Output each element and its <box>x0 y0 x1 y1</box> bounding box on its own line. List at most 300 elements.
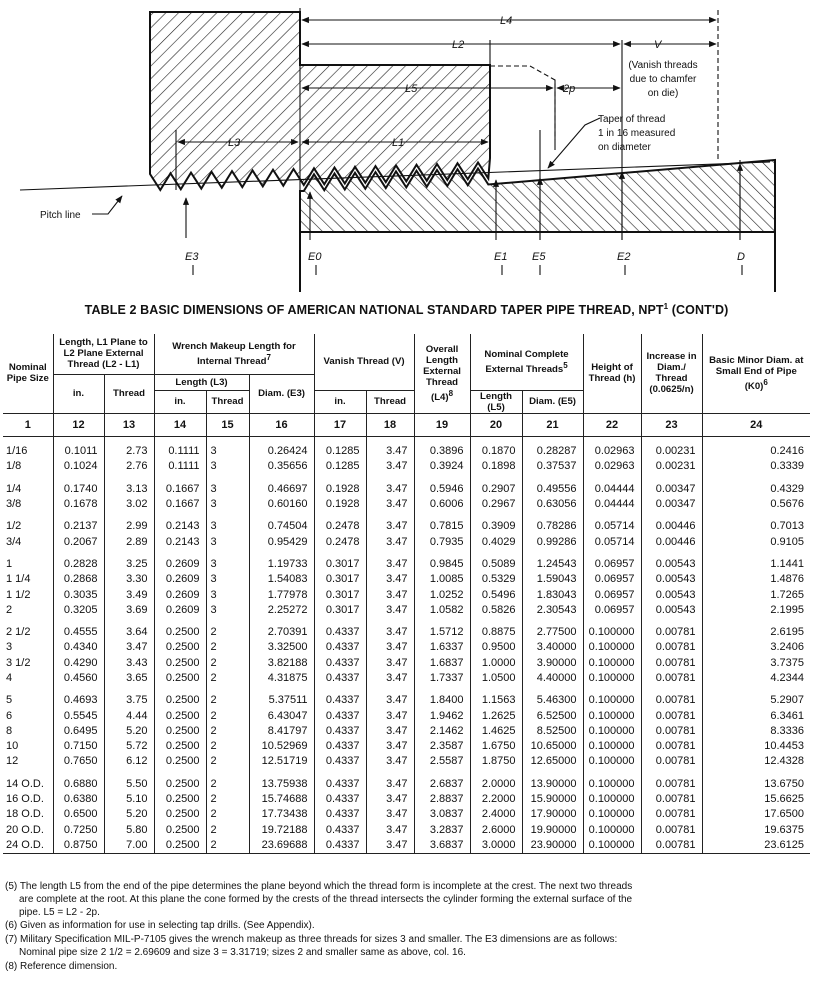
table-cell: 0.6495 <box>53 723 104 738</box>
nominal-size-cell: 16 O.D. <box>3 791 53 806</box>
spacer-cell <box>702 769 810 776</box>
table-cell: 4.44 <box>104 708 154 723</box>
table-cell: 0.4337 <box>314 822 366 837</box>
table-cell: 3.47 <box>366 572 414 587</box>
spacer-cell <box>53 436 104 444</box>
table-cell: 1.24543 <box>522 556 583 571</box>
nominal-size-cell: 12 <box>3 754 53 769</box>
table-cell: 0.00781 <box>641 791 702 806</box>
nominal-size-cell: 1/2 <box>3 519 53 534</box>
nominal-size-cell: 10 <box>3 739 53 754</box>
footnote-line: are complete at the root. At this plane the cone formed by the crests of the thread intersects the cylinder forming the external surface of the <box>19 893 633 905</box>
table-cell: 3.47 <box>366 519 414 534</box>
table-cell: 1.83043 <box>522 587 583 602</box>
table-cell: 0.3017 <box>314 587 366 602</box>
header-wrench-text: Wrench Makeup Length for Internal Thread <box>172 340 296 367</box>
table-cell: 1.0500 <box>470 670 522 685</box>
spacer-cell <box>583 769 641 776</box>
table-cell: 1.2625 <box>470 708 522 723</box>
label-d: D <box>737 251 745 263</box>
table-cell: 0.2500 <box>154 670 206 685</box>
table-cell: 0.4337 <box>314 670 366 685</box>
table-cell: 0.2907 <box>470 481 522 496</box>
table-cell: 0.00543 <box>641 556 702 571</box>
table-cell: 0.5545 <box>53 708 104 723</box>
table-cell: 3.47 <box>366 556 414 571</box>
spacer-cell <box>53 686 104 693</box>
spacer-cell <box>641 512 702 519</box>
spacer-cell <box>366 512 414 519</box>
spacer-cell <box>314 686 366 693</box>
table-cell: 3.49 <box>104 587 154 602</box>
column-number: 18 <box>366 413 414 436</box>
spacer-cell <box>249 617 314 624</box>
table-cell: 0.5089 <box>470 556 522 571</box>
spacer-cell <box>702 474 810 481</box>
table-cell: 3.30 <box>104 572 154 587</box>
table-cell: 23.6125 <box>702 837 810 853</box>
column-number: 15 <box>206 413 249 436</box>
table-cell: 0.00543 <box>641 572 702 587</box>
table-cell: 0.4290 <box>53 655 104 670</box>
spacer-cell <box>53 549 104 556</box>
spacer-cell <box>314 769 366 776</box>
table-cell: 23.90000 <box>522 837 583 853</box>
footnote-line: (5) The length L5 from the end of the pipe determines the plane beyond which the thread form is incomplete at the crest. The next two threads <box>5 881 633 892</box>
spacer-cell <box>414 512 470 519</box>
table-row <box>3 556 810 571</box>
table-cell: 2.6000 <box>470 822 522 837</box>
spacer-cell <box>249 769 314 776</box>
table-cell: 1.77978 <box>249 587 314 602</box>
footnote-line: (6) Given as information for use in selecting tap drills. (See Appendix). <box>5 920 315 932</box>
spacer-cell <box>206 436 249 444</box>
table-cell: 0.00781 <box>641 754 702 769</box>
table-cell: 0.2609 <box>154 602 206 617</box>
column-number: 14 <box>154 413 206 436</box>
table-cell: 0.2478 <box>314 519 366 534</box>
table-row <box>3 496 810 511</box>
table-cell: 3.47 <box>366 739 414 754</box>
table-cell: 0.7250 <box>53 822 104 837</box>
table-cell: 2.4000 <box>470 807 522 822</box>
footnote-line: Nominal pipe size 2 1/2 = 2.69609 and size 3 = 3.31719; sizes 2 and smaller same as above, col. 16. <box>19 946 466 958</box>
table-cell: 0.3017 <box>314 602 366 617</box>
table-cell: 0.05714 <box>583 534 641 549</box>
header-basic-minor <box>702 334 810 413</box>
table-cell: 0.4029 <box>470 534 522 549</box>
table-cell: 1.4625 <box>470 723 522 738</box>
table-cell: 3.47 <box>104 640 154 655</box>
table-cell: 0.2500 <box>154 754 206 769</box>
spacer-cell <box>3 436 53 444</box>
table-cell: 0.9105 <box>770 535 805 548</box>
table-cell: 3.47 <box>366 481 414 496</box>
table-cell: 0.100000 <box>583 693 641 708</box>
title-text: TABLE 2 BASIC DIMENSIONS OF AMERICAN NATIONAL STANDARD TAPER PIPE THREAD, NPT <box>84 303 664 318</box>
nominal-size-cell: 1 <box>3 556 53 571</box>
spacer-cell <box>366 769 414 776</box>
table-cell: 0.7650 <box>53 754 104 769</box>
spacer-cell <box>154 617 206 624</box>
table-cell: 2.0000 <box>470 776 522 791</box>
table-cell: 0.3017 <box>314 556 366 571</box>
nominal-size-cell: 3 <box>3 640 53 655</box>
table-cell: 2 <box>206 776 249 791</box>
table-cell: 13.6750 <box>764 777 805 790</box>
table-cell: 0.4337 <box>314 640 366 655</box>
table-cell: 1.4876 <box>770 573 805 586</box>
table-cell: 0.04444 <box>583 496 641 511</box>
table-cell: 3 <box>206 519 249 534</box>
table-cell: 0.7013 <box>770 520 805 533</box>
table-cell: 0.5676 <box>770 498 805 511</box>
spacer-cell <box>3 686 53 693</box>
spacer-cell <box>470 617 522 624</box>
spacer-cell <box>522 686 583 693</box>
header-diam-e5: Diam. (E5) <box>522 390 583 413</box>
table-cell: 5.20 <box>104 723 154 738</box>
table-cell: 0.00543 <box>641 602 702 617</box>
group-spacer <box>3 549 810 556</box>
table-cell: 0.28287 <box>522 444 583 459</box>
table-cell: 0.3909 <box>470 519 522 534</box>
table-cell: 15.6625 <box>764 793 805 806</box>
table-cell: 3.2837 <box>414 822 470 837</box>
table-cell: 0.1667 <box>154 496 206 511</box>
spacer-cell <box>641 617 702 624</box>
table-cell: 0.00781 <box>641 837 702 853</box>
table-cell: 0.00446 <box>641 519 702 534</box>
table-cell: 3.69 <box>104 602 154 617</box>
table-cell: 3 <box>206 481 249 496</box>
table-cell: 3.47 <box>366 534 414 549</box>
table-cell: 0.4555 <box>53 624 104 639</box>
table-cell: 1.6750 <box>470 739 522 754</box>
label-pitch-line: Pitch line <box>40 210 81 221</box>
table-cell: 2 <box>206 723 249 738</box>
column-number: 24 <box>702 413 810 436</box>
spacer-cell <box>641 549 702 556</box>
table-cell: 0.2143 <box>154 519 206 534</box>
table-cell: 0.1285 <box>314 444 366 459</box>
table-cell: 0.100000 <box>583 791 641 806</box>
table-cell: 0.4329 <box>770 482 805 495</box>
table-cell: 10.52969 <box>249 739 314 754</box>
table-cell: 2 <box>206 791 249 806</box>
table-cell: 3 <box>206 534 249 549</box>
label-e0: E0 <box>308 251 322 263</box>
table-row <box>3 519 810 534</box>
table-cell: 5.37511 <box>249 693 314 708</box>
table-cell: 3.02 <box>104 496 154 511</box>
table-cell: 0.9500 <box>470 640 522 655</box>
table-cell: 1.8400 <box>414 693 470 708</box>
spacer-cell <box>104 512 154 519</box>
table-cell: 1.7337 <box>414 670 470 685</box>
table-cell: 2 <box>206 807 249 822</box>
spacer-cell <box>206 512 249 519</box>
table-row <box>3 587 810 602</box>
table-cell: 0.00347 <box>641 481 702 496</box>
table-cell: 0.2609 <box>154 556 206 571</box>
table-cell: 2.25272 <box>249 602 314 617</box>
table-cell: 17.6500 <box>764 808 805 821</box>
table-cell: 0.2500 <box>154 708 206 723</box>
table-cell: 3.47 <box>366 754 414 769</box>
table-cell: 0.1898 <box>470 459 522 474</box>
table-cell: 2.76 <box>104 459 154 474</box>
table-cell: 0.8875 <box>470 624 522 639</box>
table-row <box>3 754 810 769</box>
table-cell: 2 <box>206 640 249 655</box>
table-cell: 2 <box>206 822 249 837</box>
label-l3: L3 <box>228 137 241 149</box>
taper-note-1: Taper of thread <box>598 114 666 125</box>
table-cell: 3.47 <box>366 459 414 474</box>
table-cell: 5.2907 <box>770 694 805 707</box>
table-cell: 2.3587 <box>414 739 470 754</box>
spacer-cell <box>366 436 414 444</box>
table-cell: 0.7150 <box>53 739 104 754</box>
spacer-cell <box>104 617 154 624</box>
table-cell: 0.6006 <box>414 496 470 511</box>
table-cell: 0.78286 <box>522 519 583 534</box>
table-cell: 3.47 <box>366 624 414 639</box>
table-row <box>3 534 810 549</box>
label-l1: L1 <box>392 137 405 149</box>
table-cell: 0.4337 <box>314 723 366 738</box>
table-cell: 0.9845 <box>414 556 470 571</box>
footnote-line: (7) Military Specification MIL-P-7105 gives the wrench makeup as three threads for sizes 3 and smaller. The E3 dimensions are as follows: <box>5 934 618 946</box>
table-cell: 19.6375 <box>764 823 805 836</box>
footnote-line: pipe. L5 = L2 - 2p. <box>19 906 100 918</box>
table-cell: 6.52500 <box>522 708 583 723</box>
table-cell: 2 <box>206 670 249 685</box>
table-cell: 0.1667 <box>154 481 206 496</box>
footnotes <box>5 881 810 975</box>
table-cell: 3.65 <box>104 670 154 685</box>
table-cell: 4.40000 <box>522 670 583 685</box>
spacer-cell <box>249 686 314 693</box>
table-cell: 3 <box>206 587 249 602</box>
spacer-cell <box>470 686 522 693</box>
table-cell: 0.4560 <box>53 670 104 685</box>
title-sup: 1 <box>663 302 669 311</box>
table-cell: 0.4340 <box>53 640 104 655</box>
table-cell: 0.6380 <box>53 791 104 806</box>
table-cell: 0.100000 <box>583 807 641 822</box>
table-cell: 3.47 <box>366 655 414 670</box>
spacer-cell <box>249 436 314 444</box>
table-cell: 0.100000 <box>583 837 641 853</box>
table-cell: 0.5826 <box>470 602 522 617</box>
table-row <box>3 655 810 670</box>
table-cell: 8.52500 <box>522 723 583 738</box>
table-cell: 0.3339 <box>770 460 805 473</box>
table-cell: 0.2868 <box>53 572 104 587</box>
table-cell: 1.5712 <box>414 624 470 639</box>
table-cell: 3 <box>206 444 249 459</box>
table-cell: 0.3924 <box>414 459 470 474</box>
table-cell: 0.7935 <box>414 534 470 549</box>
table-cell: 1.0582 <box>414 602 470 617</box>
table-cell: 0.4337 <box>314 739 366 754</box>
table-cell: 3 <box>206 459 249 474</box>
table-cell: 0.49556 <box>522 481 583 496</box>
table-cell: 0.00781 <box>641 739 702 754</box>
group-spacer <box>3 512 810 519</box>
table-cell: 19.72188 <box>249 822 314 837</box>
table-row <box>3 739 810 754</box>
spacer-cell <box>366 474 414 481</box>
table-cell: 3.64 <box>104 624 154 639</box>
header-overall-text: Overall Length External Thread (L4) <box>423 343 461 403</box>
spacer-cell <box>314 549 366 556</box>
table-cell: 3 <box>206 496 249 511</box>
footnote <box>5 920 810 933</box>
spacer-cell <box>414 686 470 693</box>
column-numbers-row <box>3 413 810 436</box>
table-row <box>3 822 810 837</box>
spacer-cell <box>3 549 53 556</box>
table-cell: 3.75 <box>104 693 154 708</box>
table-cell: 6.3461 <box>770 709 805 722</box>
nominal-size-cell: 18 O.D. <box>3 807 53 822</box>
table-cell: 2 <box>206 837 249 853</box>
table-cell: 2 <box>206 754 249 769</box>
spacer-cell <box>314 436 366 444</box>
spacer-cell <box>522 769 583 776</box>
header-basic-minor-text: Basic Minor Diam. at Small End of Pipe (K0) <box>709 354 804 392</box>
table-cell: 0.2500 <box>154 624 206 639</box>
nominal-size-cell: 8 <box>3 723 53 738</box>
table-cell: 3.47 <box>366 791 414 806</box>
spacer-cell <box>522 474 583 481</box>
table-cell: 2.77500 <box>522 624 583 639</box>
thread-dimensions-table <box>3 334 810 854</box>
table-cell: 10.65000 <box>522 739 583 754</box>
table-cell: 0.2500 <box>154 791 206 806</box>
spacer-cell <box>583 686 641 693</box>
header-increase: Increase in Diam./ Thread (0.0625/n) <box>641 334 702 413</box>
table-cell: 0.60160 <box>249 496 314 511</box>
table-cell: 0.2500 <box>154 655 206 670</box>
table-cell: 1.6337 <box>414 640 470 655</box>
table-cell: 3 <box>206 602 249 617</box>
spacer-cell <box>470 512 522 519</box>
spacer-cell <box>104 549 154 556</box>
spacer-cell <box>366 549 414 556</box>
table-cell: 0.1870 <box>470 444 522 459</box>
label-l2: L2 <box>452 39 465 51</box>
header-height: Height of Thread (h) <box>583 334 641 413</box>
table-cell: 2.6195 <box>770 626 805 639</box>
table-cell: 1.6837 <box>414 655 470 670</box>
table-cell: 0.4337 <box>314 791 366 806</box>
table-cell: 3.25 <box>104 556 154 571</box>
table-cell: 0.4337 <box>314 624 366 639</box>
fitting-body <box>150 12 490 190</box>
spacer-cell <box>53 617 104 624</box>
table-cell: 0.8750 <box>53 837 104 853</box>
table-cell: 0.5946 <box>414 481 470 496</box>
spacer-cell <box>470 769 522 776</box>
table-cell: 0.4337 <box>314 655 366 670</box>
header-overall <box>414 334 470 413</box>
table-cell: 0.7815 <box>414 519 470 534</box>
table-cell: 0.3205 <box>53 602 104 617</box>
spacer-cell <box>414 474 470 481</box>
table-cell: 7.00 <box>104 837 154 853</box>
nominal-size-cell: 6 <box>3 708 53 723</box>
spacer-cell <box>3 617 53 624</box>
table-cell: 1.54083 <box>249 572 314 587</box>
table-cell: 13.90000 <box>522 776 583 791</box>
table-cell: 0.100000 <box>583 655 641 670</box>
table-cell: 0.1928 <box>314 481 366 496</box>
footnote <box>5 934 810 960</box>
table-cell: 3.47 <box>366 837 414 853</box>
table-cell: 0.00347 <box>641 496 702 511</box>
header-l1-thread: Thread <box>104 374 154 413</box>
spacer-cell <box>53 769 104 776</box>
table-cell: 0.2500 <box>154 640 206 655</box>
table-cell: 3.40000 <box>522 640 583 655</box>
spacer-cell <box>583 512 641 519</box>
table-cell: 2.99 <box>104 519 154 534</box>
nominal-size-cell: 20 O.D. <box>3 822 53 837</box>
table-cell: 6.12 <box>104 754 154 769</box>
table-cell: 0.26424 <box>249 444 314 459</box>
column-number: 13 <box>104 413 154 436</box>
table-row <box>3 791 810 806</box>
table-cell: 0.06957 <box>583 602 641 617</box>
table-cell: 3.47 <box>366 822 414 837</box>
table-cell: 5.46300 <box>522 693 583 708</box>
table-cell: 23.69688 <box>249 837 314 853</box>
table-cell: 5.10 <box>104 791 154 806</box>
table-cell: 0.4337 <box>314 776 366 791</box>
table-cell: 4.31875 <box>249 670 314 685</box>
header-wrench <box>154 334 314 374</box>
header-nominal-complete-sup: 5 <box>563 360 568 370</box>
table-cell: 0.99286 <box>522 534 583 549</box>
table-row <box>3 624 810 639</box>
table-cell: 0.6500 <box>53 807 104 822</box>
table-cell: 0.100000 <box>583 640 641 655</box>
table-cell: 0.00231 <box>641 459 702 474</box>
table-cell: 0.00543 <box>641 587 702 602</box>
spacer-cell <box>314 512 366 519</box>
table-cell: 0.1678 <box>53 496 104 511</box>
table-cell: 0.00781 <box>641 822 702 837</box>
header-overall-sup: 8 <box>448 388 454 398</box>
nominal-size-cell: 1/16 <box>3 444 53 459</box>
column-number: 12 <box>53 413 104 436</box>
pipe-body <box>300 160 775 292</box>
table-cell: 3.47 <box>366 807 414 822</box>
title-suffix: (CONT'D) <box>668 303 729 318</box>
table-row <box>3 481 810 496</box>
nominal-size-cell: 4 <box>3 670 53 685</box>
table-cell: 0.1011 <box>53 444 104 459</box>
label-e5: E5 <box>532 251 546 263</box>
spacer-cell <box>104 686 154 693</box>
table-cell: 0.1111 <box>154 459 206 474</box>
nominal-size-cell: 1 1/4 <box>3 572 53 587</box>
spacer-cell <box>154 686 206 693</box>
